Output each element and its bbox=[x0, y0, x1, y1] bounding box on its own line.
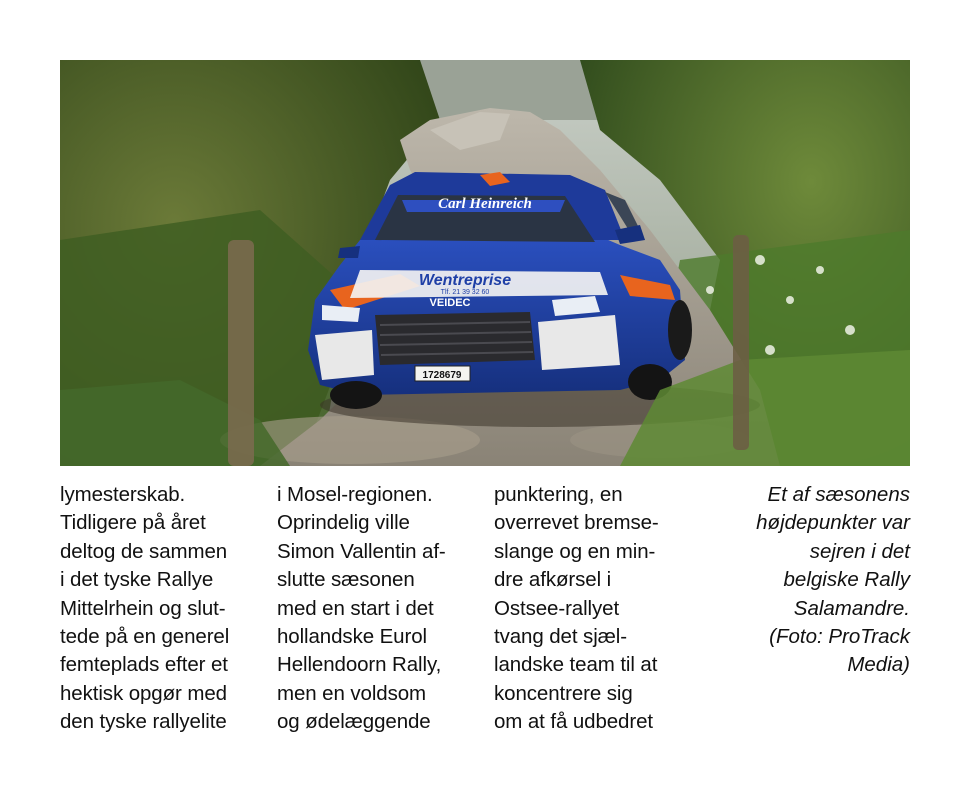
column-line: Simon Vallentin af- bbox=[277, 539, 446, 563]
caption-line: Salamandre. bbox=[793, 596, 910, 620]
column-line: deltog de sammen bbox=[60, 539, 228, 563]
windshield-banner-text: Carl Heinreich bbox=[438, 196, 532, 212]
column-line: femteplads efter et bbox=[60, 653, 228, 677]
column-line: i det tyske Rallye bbox=[60, 568, 214, 592]
hood-text: Wentreprise bbox=[418, 272, 512, 289]
article-column-2 bbox=[277, 481, 446, 737]
rally-car-photo bbox=[60, 60, 910, 466]
hood-phone-text: Tlf. 21 39 32 60 bbox=[440, 289, 490, 296]
column-line: koncentrere sig bbox=[494, 681, 633, 705]
column-line: landske team til at bbox=[494, 653, 658, 677]
photo-caption bbox=[710, 481, 910, 680]
column-line: tede på en generel bbox=[60, 625, 230, 649]
license-plate: 1728679 bbox=[422, 370, 462, 381]
column-line: den tyske rallyelite bbox=[60, 710, 227, 734]
column-line: Tidligere på året bbox=[60, 511, 206, 535]
caption-line: belgiske Rally bbox=[783, 568, 910, 592]
column-line: overrevet bremse- bbox=[494, 511, 659, 535]
column-line: Ostsee-rallyet bbox=[494, 596, 620, 620]
caption-line: sejren i det bbox=[809, 539, 910, 563]
caption-line: Et af sæsonens bbox=[767, 483, 910, 506]
column-line: men en voldsom bbox=[277, 681, 427, 705]
column-line: i Mosel-regionen. bbox=[277, 483, 433, 506]
column-line: med en start i det bbox=[277, 596, 434, 620]
column-line: Hellendoorn Rally, bbox=[277, 653, 442, 677]
caption-line: (Foto: ProTrack bbox=[769, 625, 910, 649]
column-line: og ødelæggende bbox=[277, 710, 431, 734]
column-line: tvang det sjæl- bbox=[494, 625, 627, 649]
column-line: slutte sæsonen bbox=[277, 568, 415, 592]
sponsor-text: VEIDEC bbox=[429, 297, 471, 309]
article-column-3 bbox=[494, 481, 659, 737]
column-line: lymesterskab. bbox=[60, 483, 186, 506]
article-column-1 bbox=[60, 481, 229, 737]
column-line: Mittelrhein og slut- bbox=[60, 596, 226, 620]
caption-line: højdepunkter var bbox=[756, 511, 910, 535]
column-line: hektisk opgør med bbox=[60, 681, 227, 705]
caption-line: Media) bbox=[847, 653, 910, 677]
column-line: dre afkørsel i bbox=[494, 568, 612, 592]
column-line: om at få udbedret bbox=[494, 710, 653, 734]
column-line: punktering, en bbox=[494, 483, 623, 506]
column-line: hollandske Eurol bbox=[277, 625, 427, 649]
column-line: Oprindelig ville bbox=[277, 511, 410, 535]
column-line: slange og en min- bbox=[494, 539, 656, 563]
